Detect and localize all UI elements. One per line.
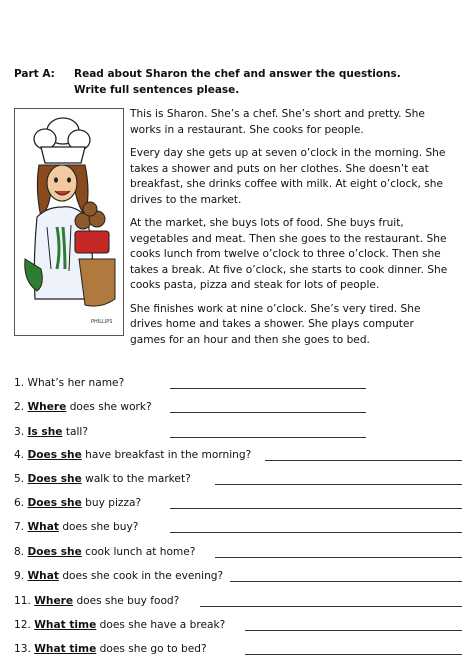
question-keyword: Does she xyxy=(27,546,82,558)
answer-line-4[interactable] xyxy=(265,460,462,461)
question-text: does she buy? xyxy=(62,521,139,533)
question-number: 11. xyxy=(14,595,31,607)
instruction-line-1: Read about Sharon the chef and answer the questions. xyxy=(74,68,401,80)
story-text xyxy=(130,107,452,356)
question-keyword: Where xyxy=(34,595,74,607)
question-number: 2. xyxy=(14,401,25,413)
question-6 xyxy=(14,495,141,511)
answer-line-6[interactable] xyxy=(170,508,462,509)
answer-line-9[interactable] xyxy=(230,581,462,582)
question-keyword: Does she xyxy=(27,473,82,485)
instruction-line-2: Write full sentences please. xyxy=(74,84,240,96)
question-text: have breakfast in the morning? xyxy=(85,449,252,461)
question-number: 5. xyxy=(14,473,25,485)
question-keyword: Does she xyxy=(27,497,82,509)
question-text: buy pizza? xyxy=(85,497,142,509)
question-text: tall? xyxy=(65,426,88,438)
answer-line-5[interactable] xyxy=(215,484,462,485)
question-number: 9. xyxy=(14,570,25,582)
question-text: What’s her name? xyxy=(27,377,125,389)
question-11 xyxy=(14,593,179,609)
answer-line-12[interactable] xyxy=(245,630,462,631)
question-text: does she go to bed? xyxy=(99,643,207,655)
svg-text:PHILLIPS: PHILLIPS xyxy=(91,319,113,325)
question-number: 7. xyxy=(14,521,25,533)
story-paragraph-3: At the market, she buys lots of food. She buys fruit, vegetables and meat. Then she goes to the restaurant. She cooks lunch from twelve o’clock to three o’clock. Then she takes a break. At five o’clock, she starts to cook dinner. She cooks pasta, pizza and steak for lots of people. xyxy=(130,217,448,291)
answer-line-3[interactable] xyxy=(170,437,366,438)
question-keyword: What xyxy=(27,570,59,582)
answer-line-8[interactable] xyxy=(215,557,462,558)
question-keyword: What xyxy=(27,521,59,533)
question-number: 3. xyxy=(14,426,25,438)
question-keyword: Does she xyxy=(27,449,82,461)
question-text: does she buy food? xyxy=(76,595,180,607)
question-text: cook lunch at home? xyxy=(85,546,196,558)
question-number: 1. xyxy=(14,377,25,389)
question-7 xyxy=(14,519,138,535)
question-keyword: Is she xyxy=(27,426,63,438)
question-number: 12. xyxy=(14,619,31,631)
question-13 xyxy=(14,641,207,657)
question-3 xyxy=(14,424,88,440)
question-text: does she work? xyxy=(69,401,152,413)
story-paragraph-1: This is Sharon. She’s a chef. She’s short and pretty. She works in a restaurant. She cooks for people. xyxy=(130,108,425,136)
question-12 xyxy=(14,617,225,633)
question-9 xyxy=(14,568,223,584)
part-label: Part A: xyxy=(14,68,55,80)
question-8 xyxy=(14,544,195,560)
question-5 xyxy=(14,471,191,487)
story-paragraph-4: She finishes work at nine o’clock. She’s very tired. She drives home and takes a shower. She plays computer games for an hour and then she goes to bed. xyxy=(130,302,421,346)
question-number: 4. xyxy=(14,449,25,461)
answer-line-11[interactable] xyxy=(200,606,462,607)
answer-line-2[interactable] xyxy=(170,412,366,413)
question-text: does she cook in the evening? xyxy=(62,570,224,582)
answer-line-7[interactable] xyxy=(170,532,462,533)
story-paragraph-2: Every day she gets up at seven o’clock in the morning. She takes a shower and puts on her clothes. She doesn’t eat breakfast, she drinks coffee with milk. At eight o’clock, she drives to the market. xyxy=(130,147,446,206)
question-text: walk to the market? xyxy=(85,473,191,485)
answer-line-1[interactable] xyxy=(170,388,366,389)
question-keyword: What time xyxy=(34,619,97,631)
question-1 xyxy=(14,375,124,391)
question-text: does she have a break? xyxy=(99,619,226,631)
question-number: 6. xyxy=(14,497,25,509)
question-keyword: What time xyxy=(34,643,97,655)
question-number: 13. xyxy=(14,643,31,655)
chef-illustration-icon xyxy=(15,109,123,335)
chef-picture-frame xyxy=(14,108,124,336)
question-keyword: Where xyxy=(27,401,67,413)
question-2 xyxy=(14,399,152,415)
answer-line-13[interactable] xyxy=(245,654,462,655)
question-4 xyxy=(14,447,251,463)
question-number: 8. xyxy=(14,546,25,558)
